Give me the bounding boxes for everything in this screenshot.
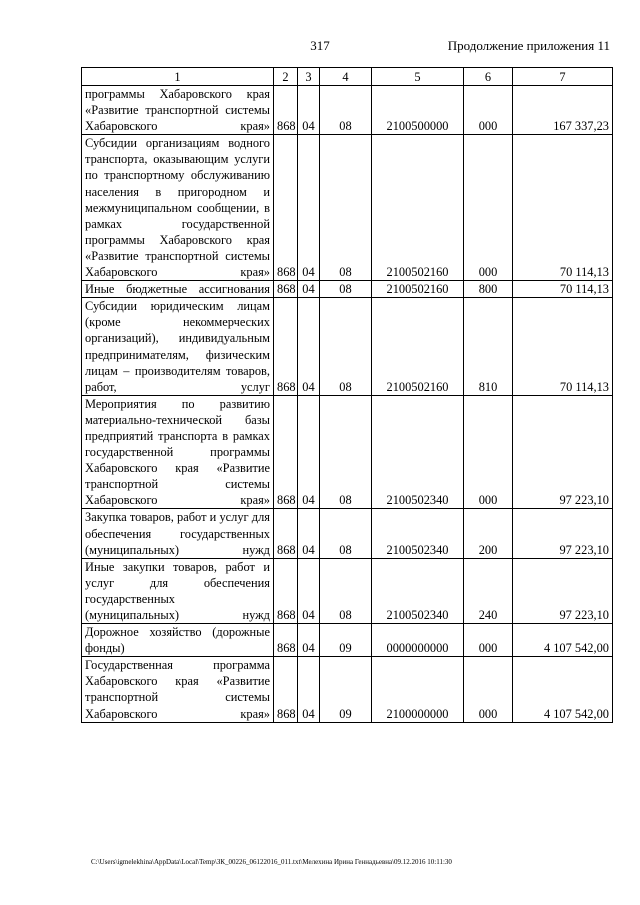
subsection-code-cell: 08 xyxy=(320,509,372,558)
section-code-cell: 04 xyxy=(298,135,320,281)
table-row xyxy=(82,298,613,396)
grbs-code-cell: 868 xyxy=(274,624,298,657)
section-code-cell: 04 xyxy=(298,298,320,396)
row-name-cell: Иные бюджетные ассигнования xyxy=(82,281,274,298)
table-row xyxy=(82,281,613,298)
subsection-code-cell: 08 xyxy=(320,281,372,298)
target-article-cell: 2100502340 xyxy=(372,509,464,558)
row-name-cell: Мероприятия по развитию материально-технической базы предприятий транспорта в рамках государственной программы Хабаровского края «Развитие транспортной системы Хабаровского края» xyxy=(82,395,274,509)
amount-cell: 70 114,13 xyxy=(513,281,613,298)
header-row xyxy=(82,68,613,86)
amount-cell: 70 114,13 xyxy=(513,135,613,281)
footer-file-path: C:\Users\igmelekhina\AppData\Local\Temp\ЗК_00226_06122016_011.txt\Мелехина Ирина Геннадьевна\09.12.2016 10:11:30 xyxy=(91,858,452,866)
amount-cell: 4 107 542,00 xyxy=(513,624,613,657)
section-code-cell: 04 xyxy=(298,395,320,509)
table-row xyxy=(82,509,613,558)
target-article-cell: 2100000000 xyxy=(372,657,464,722)
target-article-cell: 2100502160 xyxy=(372,135,464,281)
expense-type-cell: 200 xyxy=(464,509,513,558)
subsection-code-cell: 08 xyxy=(320,298,372,396)
row-name-cell: Субсидии юридическим лицам (кроме некоммерческих организаций), индивидуальным предпринимателям, физическим лицам – производителям товаров, работ, услуг xyxy=(82,298,274,396)
column-header: 5 xyxy=(372,68,464,86)
table-row xyxy=(82,657,613,722)
target-article-cell: 2100500000 xyxy=(372,86,464,135)
subsection-code-cell: 09 xyxy=(320,624,372,657)
grbs-code-cell: 868 xyxy=(274,509,298,558)
row-name-cell: Иные закупки товаров, работ и услуг для обеспечения государственных (муниципальных) нужд xyxy=(82,558,274,623)
amount-cell: 167 337,23 xyxy=(513,86,613,135)
column-header: 4 xyxy=(320,68,372,86)
row-name-cell: Субсидии организациям водного транспорта, оказывающим услуги по транспортному обслуживанию населения в пригородном и межмуниципальном сообщении, в рамках государственной программы Хабаровского края «Развитие транспортной системы Хабаровского края» xyxy=(82,135,274,281)
grbs-code-cell: 868 xyxy=(274,298,298,396)
grbs-code-cell: 868 xyxy=(274,558,298,623)
amount-cell: 4 107 542,00 xyxy=(513,657,613,722)
subsection-code-cell: 09 xyxy=(320,657,372,722)
table-row xyxy=(82,135,613,281)
column-header: 1 xyxy=(82,68,274,86)
expense-type-cell: 240 xyxy=(464,558,513,623)
expense-type-cell: 000 xyxy=(464,135,513,281)
expense-type-cell: 810 xyxy=(464,298,513,396)
expense-type-cell: 000 xyxy=(464,624,513,657)
subsection-code-cell: 08 xyxy=(320,395,372,509)
subsection-code-cell: 08 xyxy=(320,558,372,623)
target-article-cell: 0000000000 xyxy=(372,624,464,657)
column-header: 2 xyxy=(274,68,298,86)
grbs-code-cell: 868 xyxy=(274,281,298,298)
expense-type-cell: 800 xyxy=(464,281,513,298)
section-code-cell: 04 xyxy=(298,509,320,558)
expense-type-cell: 000 xyxy=(464,86,513,135)
section-code-cell: 04 xyxy=(298,281,320,298)
table-row xyxy=(82,624,613,657)
target-article-cell: 2100502160 xyxy=(372,281,464,298)
column-header: 3 xyxy=(298,68,320,86)
expense-type-cell: 000 xyxy=(464,395,513,509)
row-name-cell: Закупка товаров, работ и услуг для обеспечения государственных (муниципальных) нужд xyxy=(82,509,274,558)
grbs-code-cell: 868 xyxy=(274,86,298,135)
subsection-code-cell: 08 xyxy=(320,135,372,281)
budget-table xyxy=(81,67,613,723)
table-row xyxy=(82,86,613,135)
table-row xyxy=(82,395,613,509)
grbs-code-cell: 868 xyxy=(274,657,298,722)
section-code-cell: 04 xyxy=(298,624,320,657)
page-number: 317 xyxy=(310,38,330,53)
grbs-code-cell: 868 xyxy=(274,395,298,509)
section-code-cell: 04 xyxy=(298,657,320,722)
target-article-cell: 2100502340 xyxy=(372,395,464,509)
column-header: 6 xyxy=(464,68,513,86)
table-row xyxy=(82,558,613,623)
section-code-cell: 04 xyxy=(298,558,320,623)
column-header: 7 xyxy=(513,68,613,86)
subsection-code-cell: 08 xyxy=(320,86,372,135)
amount-cell: 97 223,10 xyxy=(513,395,613,509)
target-article-cell: 2100502340 xyxy=(372,558,464,623)
amount-cell: 70 114,13 xyxy=(513,298,613,396)
section-code-cell: 04 xyxy=(298,86,320,135)
row-name-cell: Государственная программа Хабаровского края «Развитие транспортной системы Хабаровского края» xyxy=(82,657,274,722)
row-name-cell: программы Хабаровского края «Развитие транспортной системы Хабаровского края» xyxy=(82,86,274,135)
expense-type-cell: 000 xyxy=(464,657,513,722)
continuation-label: Продолжение приложения 11 xyxy=(447,38,610,53)
amount-cell: 97 223,10 xyxy=(513,558,613,623)
row-name-cell: Дорожное хозяйство (дорожные фонды) xyxy=(82,624,274,657)
amount-cell: 97 223,10 xyxy=(513,509,613,558)
target-article-cell: 2100502160 xyxy=(372,298,464,396)
grbs-code-cell: 868 xyxy=(274,135,298,281)
